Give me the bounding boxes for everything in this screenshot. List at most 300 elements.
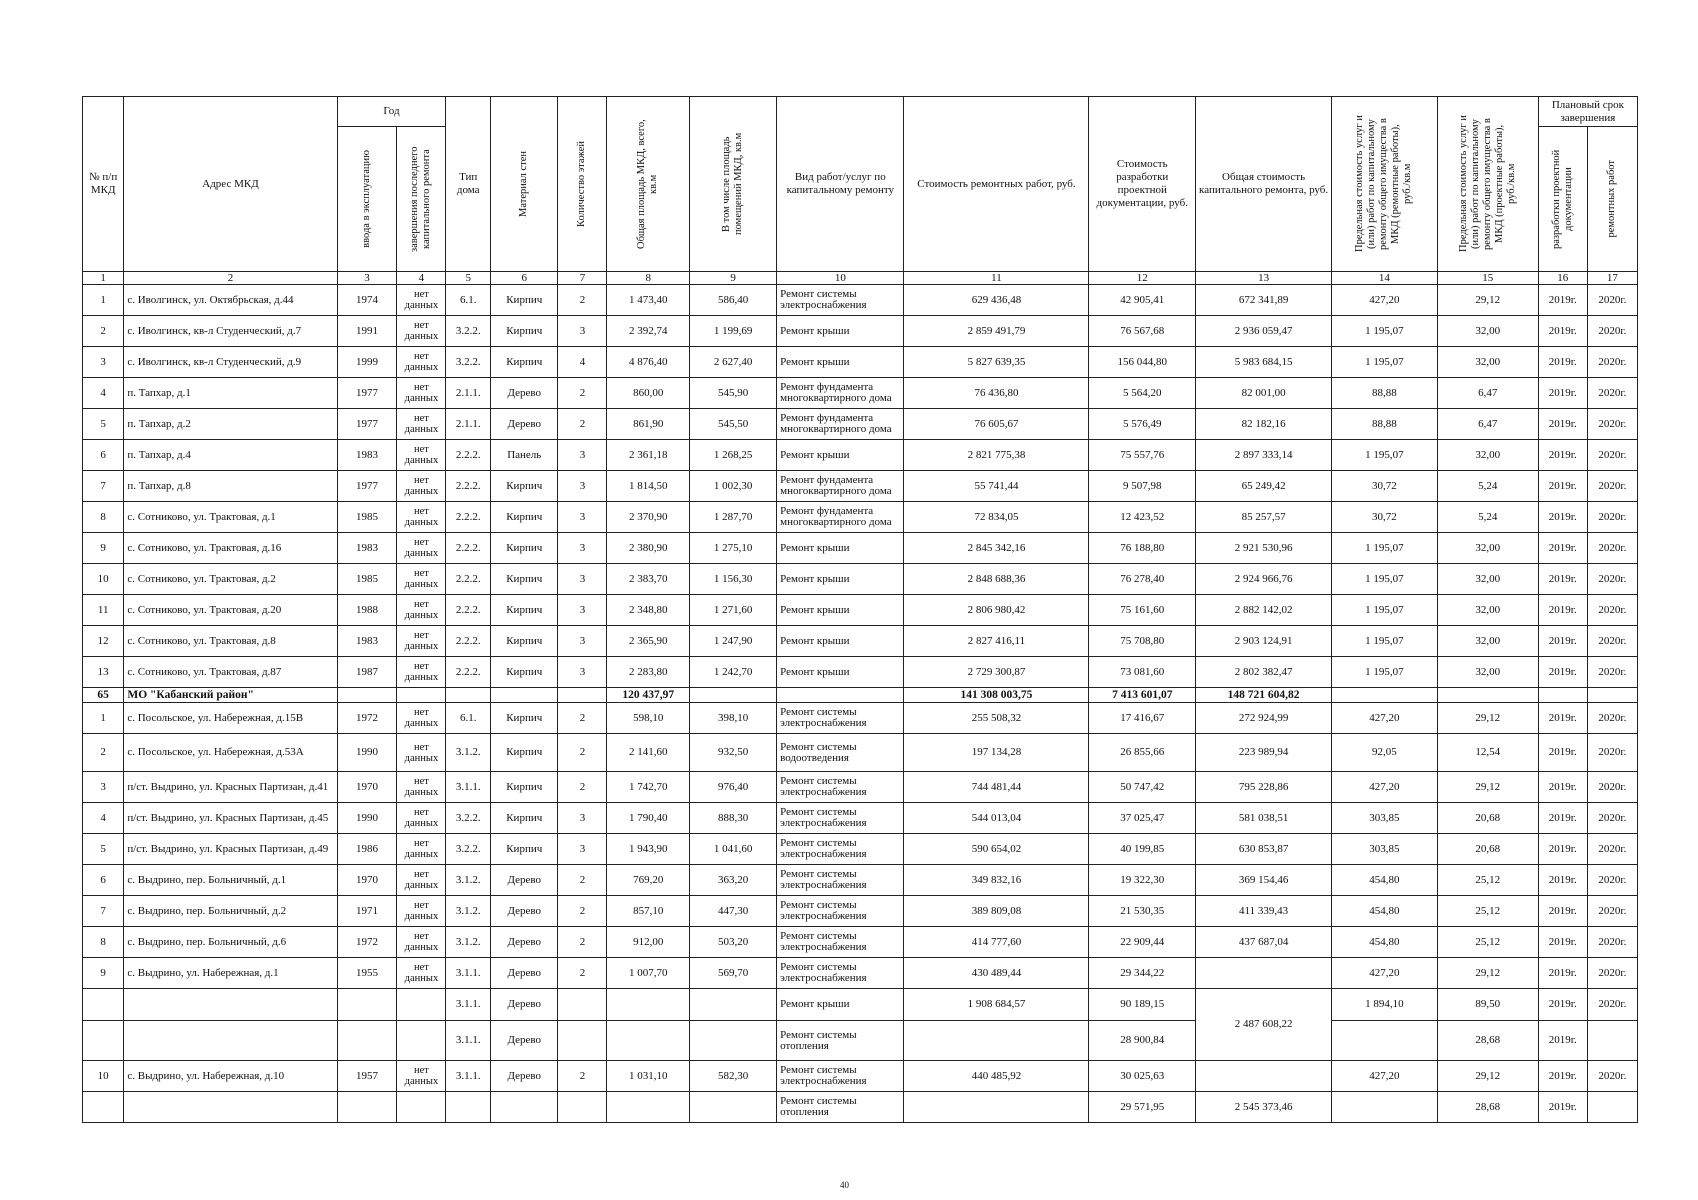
address: п. Тапхар, д.8 <box>124 471 337 502</box>
table-row <box>83 533 1638 564</box>
limit-repair: 1 195,07 <box>1332 316 1438 347</box>
wall-material: Кирпич <box>491 626 558 657</box>
limit-design: 32,00 <box>1437 533 1538 564</box>
last-repair: нет данных <box>397 865 446 896</box>
premises-area: 932,50 <box>690 734 777 772</box>
repair-cost: 389 809,08 <box>904 896 1089 927</box>
last-repair: нет данных <box>397 834 446 865</box>
limit-design: 32,00 <box>1437 657 1538 688</box>
plan-design-year: 2019г. <box>1538 834 1587 865</box>
house-type: 2.2.2. <box>446 471 491 502</box>
wall-material: Кирпич <box>491 772 558 803</box>
work-type: Ремонт системы электроснабжения <box>777 958 904 989</box>
repair-cost: 76 436,80 <box>904 378 1089 409</box>
work-type: Ремонт крыши <box>777 989 904 1021</box>
header-floors <box>558 97 607 272</box>
limit-design: 29,12 <box>1437 958 1538 989</box>
header-repair-cost: Стоимость ремонтных работ, руб. <box>904 97 1089 272</box>
last-repair: нет данных <box>397 958 446 989</box>
total-cost: 85 257,57 <box>1196 502 1332 533</box>
empty-cell <box>397 989 446 1021</box>
floors: 2 <box>558 958 607 989</box>
summary-repair-cost: 141 308 003,75 <box>904 688 1089 703</box>
total-cost: 2 924 966,76 <box>1196 564 1332 595</box>
wall-material <box>491 1092 558 1123</box>
last-repair: нет данных <box>397 285 446 316</box>
limit-repair: 454,80 <box>1332 865 1438 896</box>
commission-year: 1987 <box>337 657 397 688</box>
house-type: 3.2.2. <box>446 316 491 347</box>
plan-design-year: 2019г. <box>1538 896 1587 927</box>
work-type: Ремонт крыши <box>777 657 904 688</box>
house-type: 6.1. <box>446 285 491 316</box>
row-number: 2 <box>83 316 124 347</box>
header-last-repair-year-text: завершения последнего капитального ремонта <box>409 146 433 252</box>
house-type: 2.2.2. <box>446 440 491 471</box>
house-type: 3.1.2. <box>446 896 491 927</box>
header-plan-design-text: разработки проектной документации <box>1550 149 1574 249</box>
row-number: 3 <box>83 772 124 803</box>
design-cost: 28 900,84 <box>1089 1021 1196 1061</box>
limit-repair: 88,88 <box>1332 409 1438 440</box>
row-number: 12 <box>83 626 124 657</box>
row-number: 13 <box>83 657 124 688</box>
empty-cell <box>83 989 124 1021</box>
premises-area: 1 041,60 <box>690 834 777 865</box>
row-number: 8 <box>83 502 124 533</box>
summary-count: 65 <box>83 688 124 703</box>
limit-repair: 1 195,07 <box>1332 595 1438 626</box>
row-number: 8 <box>83 927 124 958</box>
total-area: 1 007,70 <box>607 958 690 989</box>
header-total-cost: Общая стоимость капитального ремонта, руб. <box>1196 97 1332 272</box>
row-number: 10 <box>83 1061 124 1092</box>
commission-year: 1974 <box>337 285 397 316</box>
header-wall-material <box>491 97 558 272</box>
column-number: 1 <box>83 272 124 285</box>
empty-cell <box>397 1021 446 1061</box>
limit-repair: 1 894,10 <box>1332 989 1438 1021</box>
address: с. Сотниково, ул. Трактовая, д.20 <box>124 595 337 626</box>
total-area: 2 283,80 <box>607 657 690 688</box>
work-type: Ремонт фундамента многоквартирного дома <box>777 409 904 440</box>
last-repair: нет данных <box>397 734 446 772</box>
column-number: 16 <box>1538 272 1587 285</box>
design-cost: 30 025,63 <box>1089 1061 1196 1092</box>
plan-design-year: 2019г. <box>1538 865 1587 896</box>
empty-cell <box>337 1092 397 1123</box>
row-number: 7 <box>83 896 124 927</box>
floors: 2 <box>558 865 607 896</box>
work-type: Ремонт крыши <box>777 595 904 626</box>
premises-area: 1 287,70 <box>690 502 777 533</box>
repair-cost: 440 485,92 <box>904 1061 1089 1092</box>
floors: 3 <box>558 564 607 595</box>
total-cost: 2 903 124,91 <box>1196 626 1332 657</box>
table-row <box>83 834 1638 865</box>
limit-repair: 92,05 <box>1332 734 1438 772</box>
row-number: 9 <box>83 533 124 564</box>
empty-cell <box>777 688 904 703</box>
address: п. Тапхар, д.4 <box>124 440 337 471</box>
total-cost: 2 897 333,14 <box>1196 440 1332 471</box>
design-cost: 75 557,76 <box>1089 440 1196 471</box>
floors: 3 <box>558 595 607 626</box>
design-cost: 17 416,67 <box>1089 703 1196 734</box>
header-year-group: Год <box>337 97 446 127</box>
total-cost: 82 001,00 <box>1196 378 1332 409</box>
house-type: 2.2.2. <box>446 564 491 595</box>
total-area: 2 370,90 <box>607 502 690 533</box>
plan-repair-year: 2020г. <box>1587 595 1637 626</box>
plan-design-year: 2019г. <box>1538 1021 1587 1061</box>
floors: 2 <box>558 927 607 958</box>
address: с. Сотниково, ул. Трактовая, д.87 <box>124 657 337 688</box>
column-number: 8 <box>607 272 690 285</box>
last-repair: нет данных <box>397 927 446 958</box>
work-type: Ремонт системы электроснабжения <box>777 896 904 927</box>
last-repair: нет данных <box>397 347 446 378</box>
limit-repair: 427,20 <box>1332 1061 1438 1092</box>
work-type: Ремонт системы электроснабжения <box>777 865 904 896</box>
total-cost: 2 882 142,02 <box>1196 595 1332 626</box>
premises-area: 1 247,90 <box>690 626 777 657</box>
premises-area: 569,70 <box>690 958 777 989</box>
plan-repair-year: 2020г. <box>1587 626 1637 657</box>
plan-repair-year: 2020г. <box>1587 834 1637 865</box>
work-type: Ремонт фундамента многоквартирного дома <box>777 471 904 502</box>
commission-year: 1977 <box>337 471 397 502</box>
wall-material: Дерево <box>491 958 558 989</box>
floors: 2 <box>558 378 607 409</box>
address: с. Выдрино, ул. Набережная, д.10 <box>124 1061 337 1092</box>
last-repair: нет данных <box>397 564 446 595</box>
total-area: 4 876,40 <box>607 347 690 378</box>
floors: 3 <box>558 533 607 564</box>
last-repair: нет данных <box>397 803 446 834</box>
table-row <box>83 734 1638 772</box>
address: с. Посольское, ул. Набережная, д.53А <box>124 734 337 772</box>
last-repair: нет данных <box>397 657 446 688</box>
limit-design: 29,12 <box>1437 703 1538 734</box>
house-type: 3.1.1. <box>446 958 491 989</box>
commission-year: 1983 <box>337 626 397 657</box>
limit-design: 32,00 <box>1437 440 1538 471</box>
wall-material: Дерево <box>491 989 558 1021</box>
commission-year: 1970 <box>337 865 397 896</box>
row-number: 10 <box>83 564 124 595</box>
empty-cell <box>558 688 607 703</box>
premises-area: 2 627,40 <box>690 347 777 378</box>
commission-year: 1985 <box>337 502 397 533</box>
plan-design-year: 2019г. <box>1538 734 1587 772</box>
house-type: 3.2.2. <box>446 834 491 865</box>
plan-repair-year: 2020г. <box>1587 409 1637 440</box>
total-area: 2 383,70 <box>607 564 690 595</box>
design-cost: 40 199,85 <box>1089 834 1196 865</box>
work-type: Ремонт системы электроснабжения <box>777 834 904 865</box>
house-type: 6.1. <box>446 703 491 734</box>
total-cost: 2 921 530,96 <box>1196 533 1332 564</box>
house-type: 2.2.2. <box>446 595 491 626</box>
plan-design-year: 2019г. <box>1538 595 1587 626</box>
work-type: Ремонт системы электроснабжения <box>777 1061 904 1092</box>
plan-repair-year: 2020г. <box>1587 1061 1637 1092</box>
plan-design-year: 2019г. <box>1538 471 1587 502</box>
work-type: Ремонт системы электроснабжения <box>777 772 904 803</box>
table-row <box>83 1021 1638 1061</box>
header-number: № п/п МКД <box>83 97 124 272</box>
plan-repair-year: 2020г. <box>1587 865 1637 896</box>
repair-cost: 414 777,60 <box>904 927 1089 958</box>
limit-design: 20,68 <box>1437 803 1538 834</box>
empty-cell <box>558 989 607 1021</box>
wall-material: Кирпич <box>491 347 558 378</box>
limit-design: 5,24 <box>1437 471 1538 502</box>
row-number: 9 <box>83 958 124 989</box>
address: п/ст. Выдрино, ул. Красных Партизан, д.49 <box>124 834 337 865</box>
empty-cell <box>83 1021 124 1061</box>
premises-area: 447,30 <box>690 896 777 927</box>
last-repair: нет данных <box>397 896 446 927</box>
limit-repair: 30,72 <box>1332 502 1438 533</box>
address: п/ст. Выдрино, ул. Красных Партизан, д.41 <box>124 772 337 803</box>
column-number: 9 <box>690 272 777 285</box>
premises-area: 1 271,60 <box>690 595 777 626</box>
work-type: Ремонт крыши <box>777 440 904 471</box>
empty-cell <box>337 989 397 1021</box>
table-row <box>83 626 1638 657</box>
premises-area: 398,10 <box>690 703 777 734</box>
plan-repair-year <box>1587 1092 1637 1123</box>
wall-material: Дерево <box>491 378 558 409</box>
repair-cost <box>904 1021 1089 1061</box>
repair-cost: 349 832,16 <box>904 865 1089 896</box>
design-cost: 12 423,52 <box>1089 502 1196 533</box>
empty-cell <box>558 1092 607 1123</box>
premises-area: 545,50 <box>690 409 777 440</box>
empty-cell <box>491 688 558 703</box>
floors: 3 <box>558 502 607 533</box>
table-row <box>83 865 1638 896</box>
plan-design-year: 2019г. <box>1538 316 1587 347</box>
row-number: 4 <box>83 803 124 834</box>
column-number: 4 <box>397 272 446 285</box>
repair-cost <box>904 1092 1089 1123</box>
column-number: 14 <box>1332 272 1438 285</box>
floors: 2 <box>558 1061 607 1092</box>
limit-repair: 30,72 <box>1332 471 1438 502</box>
premises-area: 976,40 <box>690 772 777 803</box>
house-type: 2.1.1. <box>446 409 491 440</box>
table-row <box>83 657 1638 688</box>
limit-design: 6,47 <box>1437 409 1538 440</box>
work-type: Ремонт крыши <box>777 626 904 657</box>
table-row <box>83 989 1638 1021</box>
last-repair: нет данных <box>397 440 446 471</box>
last-repair: нет данных <box>397 533 446 564</box>
work-type: Ремонт крыши <box>777 316 904 347</box>
limit-design: 25,12 <box>1437 927 1538 958</box>
premises-area: 1 242,70 <box>690 657 777 688</box>
design-cost: 5 564,20 <box>1089 378 1196 409</box>
table-row <box>83 896 1638 927</box>
commission-year: 1990 <box>337 803 397 834</box>
row-number: 2 <box>83 734 124 772</box>
header-last-repair-year <box>397 127 446 272</box>
total-area: 1 790,40 <box>607 803 690 834</box>
total-cost: 369 154,46 <box>1196 865 1332 896</box>
commission-year: 1985 <box>337 564 397 595</box>
table-row <box>83 347 1638 378</box>
column-number: 15 <box>1437 272 1538 285</box>
row-number: 11 <box>83 595 124 626</box>
premises-area: 1 199,69 <box>690 316 777 347</box>
address: с. Иволгинск, кв-л Студенческий, д.9 <box>124 347 337 378</box>
header-design-cost: Стоимость разработки проектной документации, руб. <box>1089 97 1196 272</box>
empty-cell <box>1538 688 1587 703</box>
design-cost: 42 905,41 <box>1089 285 1196 316</box>
commission-year: 1971 <box>337 896 397 927</box>
limit-design: 32,00 <box>1437 564 1538 595</box>
total-cost: 82 182,16 <box>1196 409 1332 440</box>
header-house-type: Тип дома <box>446 97 491 272</box>
premises-area: 1 275,10 <box>690 533 777 564</box>
plan-design-year: 2019г. <box>1538 502 1587 533</box>
floors: 3 <box>558 803 607 834</box>
premises-area: 582,30 <box>690 1061 777 1092</box>
floors: 2 <box>558 734 607 772</box>
address: с. Выдрино, пер. Больничный, д.2 <box>124 896 337 927</box>
commission-year: 1957 <box>337 1061 397 1092</box>
column-number: 17 <box>1587 272 1637 285</box>
total-area: 1 031,10 <box>607 1061 690 1092</box>
wall-material: Кирпич <box>491 703 558 734</box>
design-cost: 156 044,80 <box>1089 347 1196 378</box>
empty-cell <box>397 688 446 703</box>
limit-design: 32,00 <box>1437 626 1538 657</box>
header-limit-design <box>1437 97 1538 272</box>
column-number: 5 <box>446 272 491 285</box>
floors: 3 <box>558 626 607 657</box>
total-cost: 2 545 373,46 <box>1196 1092 1332 1123</box>
house-type: 2.2.2. <box>446 533 491 564</box>
limit-repair: 1 195,07 <box>1332 657 1438 688</box>
commission-year: 1991 <box>337 316 397 347</box>
address: п. Тапхар, д.1 <box>124 378 337 409</box>
empty-cell <box>607 1021 690 1061</box>
empty-cell <box>83 1092 124 1123</box>
plan-design-year: 2019г. <box>1538 378 1587 409</box>
total-area: 2 365,90 <box>607 626 690 657</box>
plan-design-year: 2019г. <box>1538 1092 1587 1123</box>
limit-design: 29,12 <box>1437 772 1538 803</box>
column-number: 10 <box>777 272 904 285</box>
plan-repair-year: 2020г. <box>1587 471 1637 502</box>
commission-year: 1970 <box>337 772 397 803</box>
limit-repair: 427,20 <box>1332 703 1438 734</box>
design-cost: 75 708,80 <box>1089 626 1196 657</box>
wall-material: Кирпич <box>491 533 558 564</box>
column-number: 2 <box>124 272 337 285</box>
total-area: 857,10 <box>607 896 690 927</box>
header-plan-repair <box>1587 127 1637 272</box>
commission-year: 1986 <box>337 834 397 865</box>
floors: 3 <box>558 471 607 502</box>
limit-design: 20,68 <box>1437 834 1538 865</box>
house-type: 3.1.2. <box>446 865 491 896</box>
limit-design: 25,12 <box>1437 865 1538 896</box>
total-area: 1 473,40 <box>607 285 690 316</box>
repair-cost: 2 827 416,11 <box>904 626 1089 657</box>
total-area: 861,90 <box>607 409 690 440</box>
plan-design-year: 2019г. <box>1538 533 1587 564</box>
wall-material: Кирпич <box>491 316 558 347</box>
plan-design-year: 2019г. <box>1538 803 1587 834</box>
row-number: 4 <box>83 378 124 409</box>
plan-repair-year: 2020г. <box>1587 803 1637 834</box>
work-type: Ремонт системы электроснабжения <box>777 803 904 834</box>
design-cost: 37 025,47 <box>1089 803 1196 834</box>
page-number: 40 <box>840 1180 849 1190</box>
design-cost: 73 081,60 <box>1089 657 1196 688</box>
header-plan-design <box>1538 127 1587 272</box>
floors: 3 <box>558 834 607 865</box>
wall-material: Кирпич <box>491 734 558 772</box>
total-cost: 2 802 382,47 <box>1196 657 1332 688</box>
plan-design-year: 2019г. <box>1538 564 1587 595</box>
limit-design: 32,00 <box>1437 316 1538 347</box>
repair-cost: 2 845 342,16 <box>904 533 1089 564</box>
plan-design-year: 2019г. <box>1538 703 1587 734</box>
house-type: 2.2.2. <box>446 626 491 657</box>
total-area: 1 742,70 <box>607 772 690 803</box>
floors: 2 <box>558 409 607 440</box>
empty-cell <box>446 688 491 703</box>
header-plan-group: Плановый срок завершения <box>1538 97 1637 127</box>
limit-design: 28,68 <box>1437 1021 1538 1061</box>
repair-cost: 5 827 639,35 <box>904 347 1089 378</box>
design-cost: 76 278,40 <box>1089 564 1196 595</box>
address: с. Сотниково, ул. Трактовая, д.8 <box>124 626 337 657</box>
empty-cell <box>607 989 690 1021</box>
empty-cell <box>124 989 337 1021</box>
house-type: 3.1.2. <box>446 734 491 772</box>
limit-repair: 1 195,07 <box>1332 533 1438 564</box>
total-area: 2 348,80 <box>607 595 690 626</box>
plan-design-year: 2019г. <box>1538 772 1587 803</box>
row-number: 1 <box>83 285 124 316</box>
capital-repair-table <box>82 96 1638 1123</box>
empty-cell <box>1332 688 1438 703</box>
total-cost: 272 924,99 <box>1196 703 1332 734</box>
limit-design: 5,24 <box>1437 502 1538 533</box>
repair-cost: 2 859 491,79 <box>904 316 1089 347</box>
repair-cost: 1 908 684,57 <box>904 989 1089 1021</box>
limit-repair: 427,20 <box>1332 772 1438 803</box>
design-cost: 76 567,68 <box>1089 316 1196 347</box>
work-type: Ремонт крыши <box>777 347 904 378</box>
design-cost: 50 747,42 <box>1089 772 1196 803</box>
empty-cell <box>1196 958 1332 989</box>
work-type: Ремонт системы электроснабжения <box>777 927 904 958</box>
house-type: 3.1.1. <box>446 1021 491 1061</box>
row-number: 6 <box>83 440 124 471</box>
header-wall-material-text: Материал стен <box>518 151 530 217</box>
wall-material: Дерево <box>491 1021 558 1061</box>
wall-material: Дерево <box>491 896 558 927</box>
summary-design-cost: 7 413 601,07 <box>1089 688 1196 703</box>
